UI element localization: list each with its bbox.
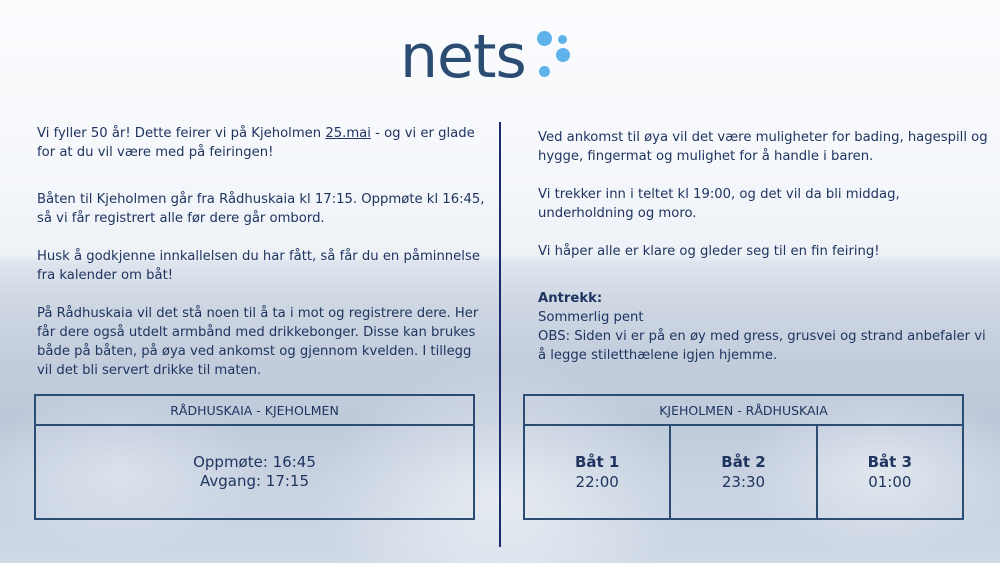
dinner-paragraph: Vi trekker inn i teltet kl 19:00, og det vil da bli middag, underholdning og moro. (538, 187, 900, 221)
boat-time: 23:30 (721, 473, 766, 491)
nets-logo (400, 22, 578, 92)
dress-code-value: Sommerlig pent (538, 310, 644, 325)
return-schedule-box (523, 394, 964, 520)
right-column (538, 128, 988, 365)
boat-cell-2 (669, 426, 815, 518)
intro-paragraph (37, 124, 487, 162)
meet-time: Oppmøte: 16:45 (193, 453, 316, 471)
calendar-reminder-paragraph: Husk å godkjenne innkallelsen du har fått, så får du en påminnelse fra kalender om båt! (37, 249, 480, 283)
outbound-times (36, 426, 473, 518)
logo-dot (539, 66, 550, 77)
dress-code-heading: Antrekk: (538, 291, 603, 306)
return-boats (525, 426, 962, 518)
event-date: 25.mai (325, 126, 371, 141)
boat-time: 01:00 (868, 473, 912, 491)
boat-info-paragraph: Båten til Kjeholmen går fra Rådhuskaia kl 17:15. Oppmøte kl 16:45, så vi får registrert alle før dere går ombord. (37, 192, 485, 226)
intro-text: Vi fyller 50 år! Dette feirer vi på Kjeholmen (37, 126, 326, 141)
logo-dots-icon (534, 29, 578, 85)
closing-paragraph: Vi håper alle er klare og gleder seg til en fin feiring! (538, 244, 880, 259)
boat-cell-1 (525, 426, 669, 518)
logo-dot (537, 31, 552, 46)
logo-dot (558, 35, 567, 44)
boat-name: Båt 1 (574, 453, 620, 471)
outbound-route-title: RÅDHUSKAIA - KJEHOLMEN (36, 396, 473, 426)
departure-time: Avgang: 17:15 (199, 472, 310, 490)
boat-name: Båt 3 (867, 453, 913, 471)
boat-time: 22:00 (575, 473, 619, 491)
column-divider (499, 122, 501, 547)
dress-code-note: OBS: Siden vi er på en øy med gress, grusvei og strand anbefaler vi å legge stiletthælene igjen hjemme. (538, 329, 986, 363)
left-column (37, 124, 487, 399)
logo-wordmark: nets (400, 22, 526, 92)
arrival-paragraph: Ved ankomst til øya vil det være muligheter for bading, hagespill og hygge, fingermat og mulighet for å handle i baren. (538, 130, 988, 164)
dress-code-section (538, 289, 988, 365)
intro-text-end: - og vi er glade for at du vil være med på feiringen! (37, 126, 475, 160)
return-route-title: KJEHOLMEN - RÅDHUSKAIA (525, 396, 962, 426)
boat-name: Båt 2 (721, 453, 766, 471)
logo-dot (556, 48, 570, 62)
outbound-schedule-box (34, 394, 475, 520)
boat-cell-3 (816, 426, 962, 518)
registration-paragraph: På Rådhuskaia vil det stå noen til å ta i mot og registrere dere. Her får dere også utdelt armbånd med drikkebonger. Disse kan brukes både på båten, på øya ved ankomst og gjennom kvelden. I tillegg vil det bli servert drikke til maten. (37, 306, 479, 378)
